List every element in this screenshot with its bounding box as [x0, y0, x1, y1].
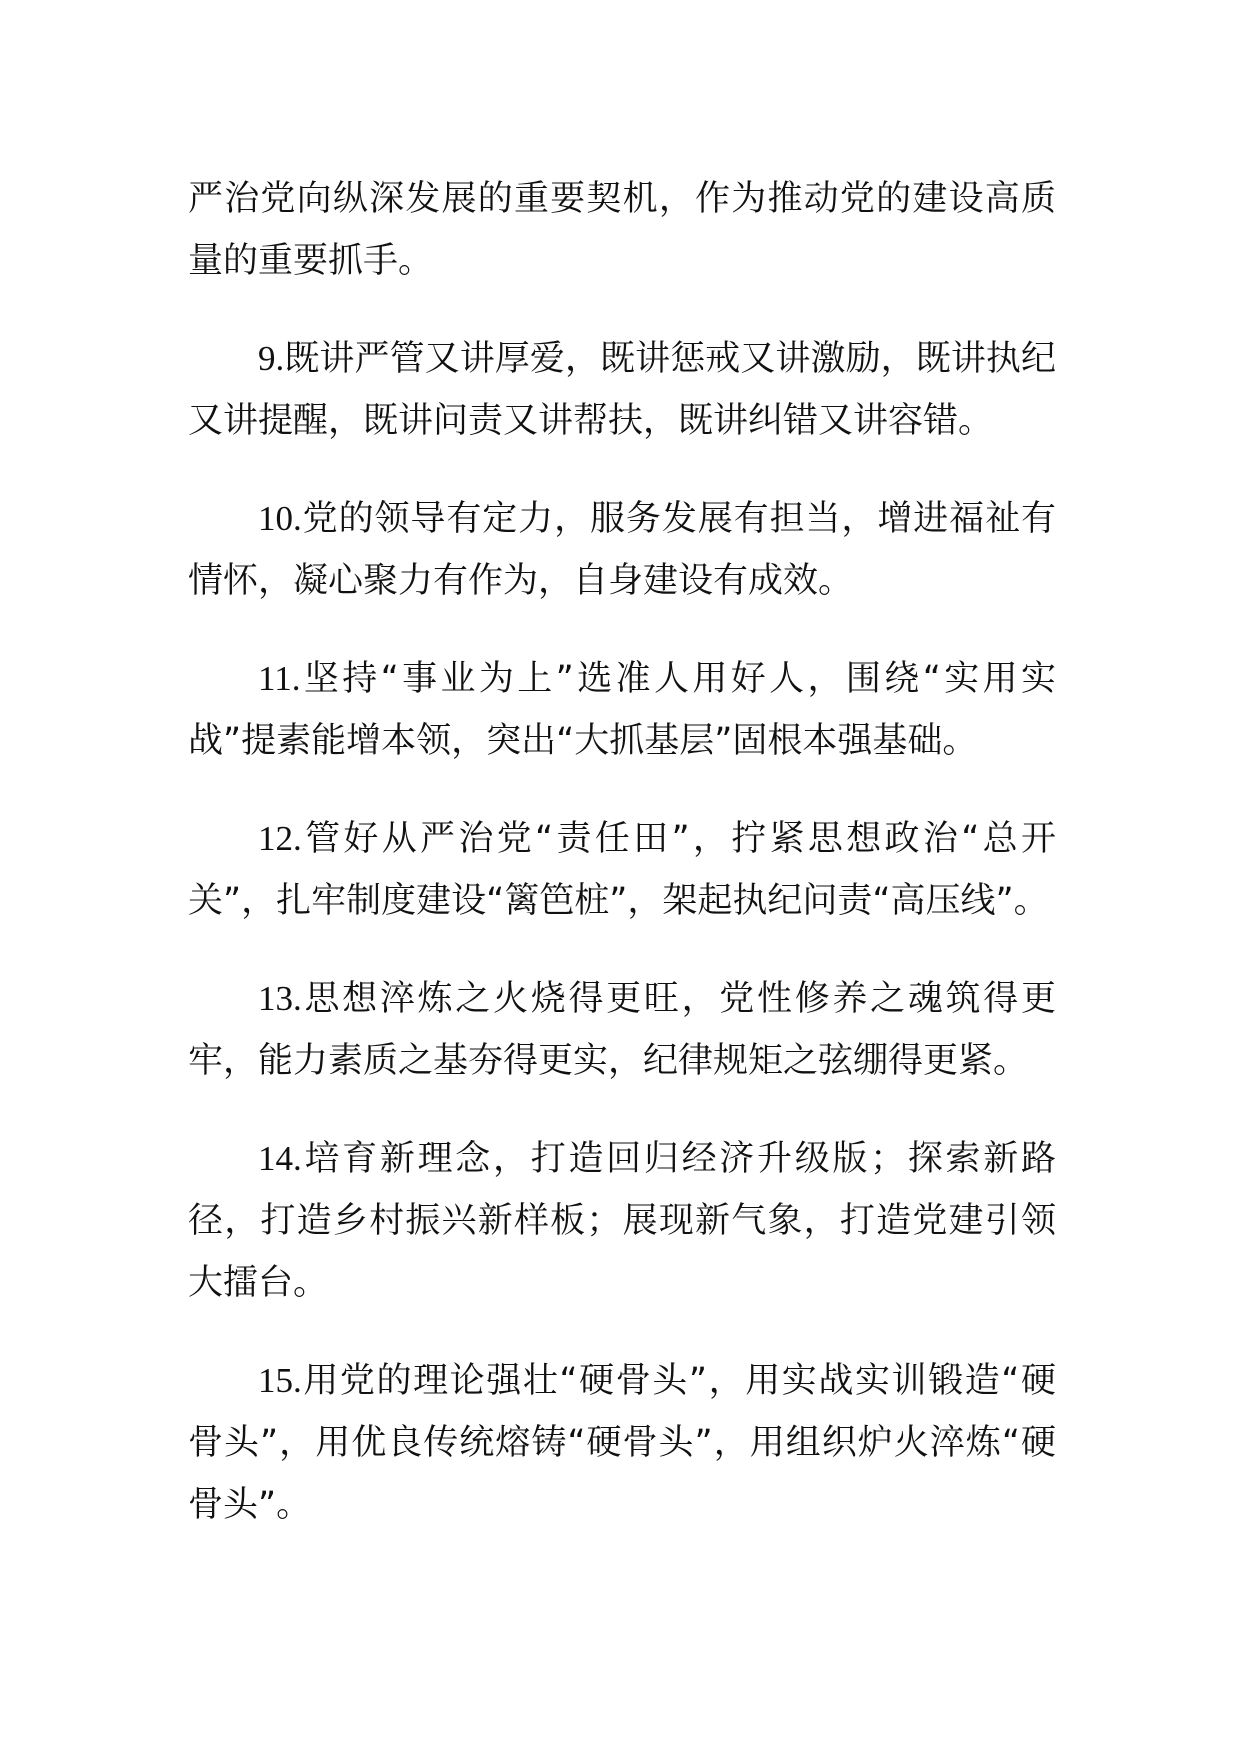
paragraph-text: 思想淬炼之火烧得更旺，党性修养之魂筑得更牢，能力素质之基夯得更实，纪律规矩之弦绷得更紧。: [188, 979, 1056, 1081]
paragraph-item-9: [188, 328, 1056, 452]
paragraph-text: 严治党向纵深发展的重要契机，作为推动党的建设高质量的重要抓手。: [188, 179, 1056, 281]
paragraph-number: 14.: [258, 1139, 302, 1178]
paragraph-item-13: [188, 968, 1056, 1092]
paragraph-text: 坚持“事业为上”选准人用好人，围绕“实用实战”提素能增本领，突出“大抓基层”固根本强基础。: [188, 659, 1056, 761]
paragraph-number: 15.: [258, 1361, 302, 1400]
paragraph-number: 12.: [258, 819, 302, 858]
paragraph-text: 管好从严治党“责任田”，拧紧思想政治“总开关”，扎牢制度建设“篱笆桩”，架起执纪问责“高压线”。: [188, 819, 1056, 921]
paragraph-text: 培育新理念，打造回归经济升级版；探索新路径，打造乡村振兴新样板；展现新气象，打造党建引领大擂台。: [188, 1139, 1056, 1303]
paragraph-text: 既讲严管又讲厚爱，既讲惩戒又讲激励，既讲执纪又讲提醒，既讲问责又讲帮扶，既讲纠错又讲容错。: [188, 339, 1056, 441]
paragraph-number: 13.: [258, 979, 302, 1018]
paragraph-item-15: [188, 1350, 1056, 1536]
paragraph-item-14: [188, 1128, 1056, 1314]
document-body: [188, 168, 1056, 1572]
paragraph-number: 11.: [258, 659, 301, 698]
paragraph-text: 党的领导有定力，服务发展有担当，增进福祉有情怀，凝心聚力有作为，自身建设有成效。: [188, 499, 1056, 601]
paragraph-item-11: [188, 648, 1056, 772]
paragraph-continued: [188, 168, 1056, 292]
paragraph-number: 9.: [258, 339, 285, 378]
paragraph-item-12: [188, 808, 1056, 932]
paragraph-item-10: [188, 488, 1056, 612]
paragraph-text: 用党的理论强壮“硬骨头”，用实战实训锻造“硬骨头”，用优良传统熔铸“硬骨头”，用组织炉火淬炼“硬骨头”。: [188, 1361, 1056, 1525]
paragraph-number: 10.: [258, 499, 302, 538]
